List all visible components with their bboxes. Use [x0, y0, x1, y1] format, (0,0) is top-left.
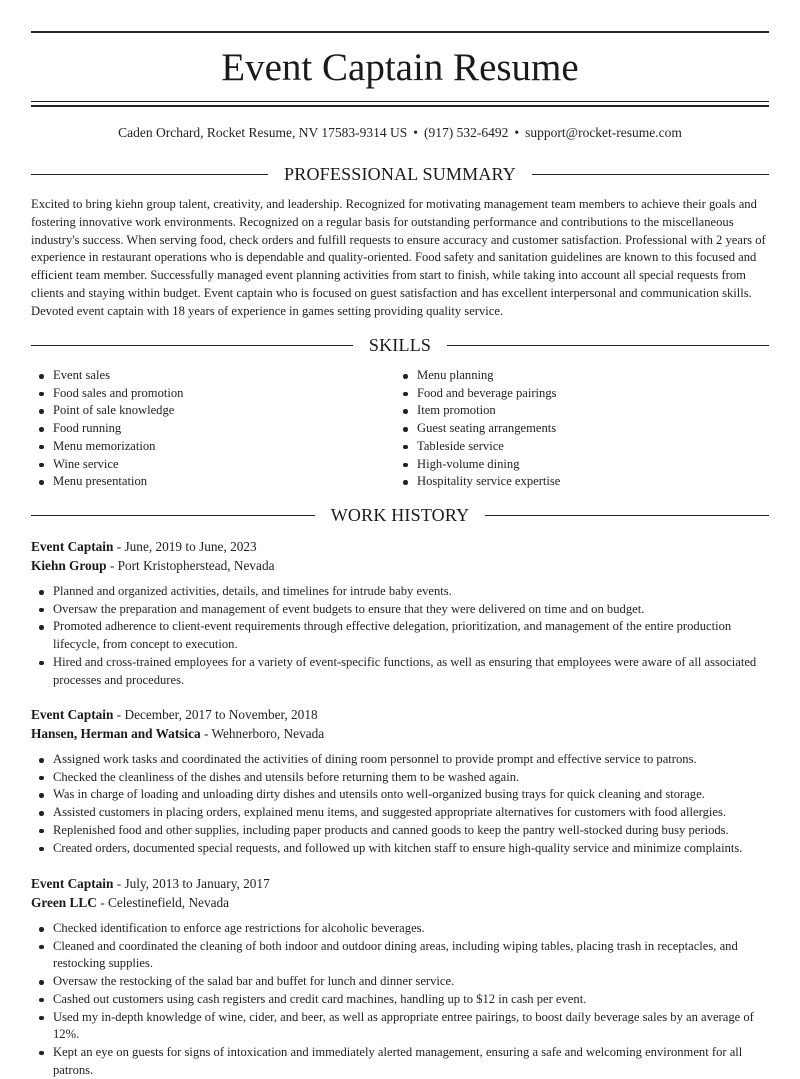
skills-heading-label: SKILLS: [368, 334, 432, 355]
job-bullet: Cleaned and coordinated the cleaning of both indoor and outdoor dining areas, including wiping tables, placing trash in receptacles, and restocking supplies.: [31, 938, 769, 973]
job-company: Hansen, Herman and Watsica: [31, 726, 201, 741]
job-company-line: [31, 893, 769, 912]
job-bullet: Cashed out customers using cash registers and credit card machines, handling up to $12 in cash per event.: [31, 991, 769, 1009]
heading-rule: [532, 174, 769, 175]
contact-separator: •: [514, 125, 520, 140]
skill-item: High-volume dining: [395, 456, 759, 474]
contact-line: [31, 124, 769, 142]
skill-item: Wine service: [31, 456, 395, 474]
job-title: Event Captain: [31, 876, 114, 891]
heading-rule: [447, 345, 769, 346]
contact-email[interactable]: support@rocket-resume.com: [525, 125, 682, 140]
job-title-line: [31, 537, 769, 556]
job-location: - Celestinefield, Nevada: [96, 895, 230, 910]
job-entry: [31, 537, 769, 689]
summary-text: Excited to bring kiehn group talent, creativity, and leadership. Recognized for motivating management team members to achieve their goals and fostering innovative work environments. Recognized on a regular basis for outstanding performance and contributions to the miscellaneous industry's success. When serving food, check orders and fulfill requests to ensure accuracy and customer satisfaction. Professional with 2 years of experience in restaurant operations who is dependable and quality-oriented. Food safety and sanitation guidelines are known to this focused and efficient team member. Successfully managed event planning activities from start to finish, while taking into account all special requests from clients and staying within budget. Event captain who is focused on guest satisfaction and has excellent interpersonal and communication skills. Devoted event captain with 18 years of experience in games setting providing quality service.: [31, 197, 766, 318]
job-bullet: Planned and organized activities, details, and timelines for intrude baby events.: [31, 583, 769, 601]
skill-item: Tableside service: [395, 438, 759, 456]
contact-phone: (917) 532-6492: [424, 125, 509, 140]
work-heading: [31, 504, 769, 526]
job-dates: - June, 2019 to June, 2023: [113, 539, 257, 554]
job-bullet: Was in charge of loading and unloading dirty dishes and utensils onto well-organized busing trays for quick cleaning and storage.: [31, 786, 769, 804]
skill-item: Event sales: [31, 367, 395, 385]
skills-column-left: [31, 367, 395, 491]
job-bullet: Checked identification to enforce age restrictions for alcoholic beverages.: [31, 920, 769, 938]
top-rule: [31, 31, 769, 33]
job-bullet: Kept an eye on guests for signs of intoxication and immediately alerted management, ensuring a safe and welcoming environment for all patrons.: [31, 1044, 769, 1079]
job-entry: [31, 874, 769, 1079]
job-bullets: [31, 583, 769, 689]
skills-heading: [31, 334, 769, 356]
skill-item: Food sales and promotion: [31, 385, 395, 403]
heading-rule: [485, 515, 769, 516]
skill-item: Menu presentation: [31, 473, 395, 491]
job-company-line: [31, 724, 769, 743]
heading-rule: [31, 174, 268, 175]
job-bullet: Oversaw the preparation and management of event budgets to ensure that they were delivered on time and on budget.: [31, 601, 769, 619]
skill-item: Food and beverage pairings: [395, 385, 759, 403]
job-company-line: [31, 556, 769, 575]
job-bullet: Promoted adherence to client-event requirements through effective delegation, prioritization, and management of the entire production lifecycle, from concept to execution.: [31, 618, 769, 653]
job-title-line: [31, 705, 769, 724]
job-location: - Wehnerboro, Nevada: [200, 726, 325, 741]
job-location: - Port Kristopherstead, Nevada: [106, 558, 275, 573]
job-title-line: [31, 874, 769, 893]
job-bullet: Used my in-depth knowledge of wine, cider, and beer, as well as appropriate entree pairings, to boost daily beverage sales by an average of 12%.: [31, 1009, 769, 1044]
work-heading-label: WORK HISTORY: [330, 504, 470, 525]
job-dates: - July, 2013 to January, 2017: [113, 876, 270, 891]
job-bullets: [31, 920, 769, 1079]
skill-item: Point of sale knowledge: [31, 402, 395, 420]
job-bullet: Assigned work tasks and coordinated the activities of dining room personnel to provide prompt and effective service to patrons.: [31, 751, 769, 769]
summary-heading-label: PROFESSIONAL SUMMARY: [284, 163, 516, 184]
contact-address: Caden Orchard, Rocket Resume, NV 17583-9314 US: [118, 125, 408, 140]
job-dates: - December, 2017 to November, 2018: [113, 707, 318, 722]
skills-list: [31, 367, 769, 491]
job-bullet: Assisted customers in placing orders, explained menu items, and suggested appropriate alternatives for customers with food allergies.: [31, 804, 769, 822]
job-company: Green LLC: [31, 895, 97, 910]
job-bullet: Replenished food and other supplies, including paper products and canned goods to keep the pantry well-stocked during busy periods.: [31, 822, 769, 840]
skill-item: Menu memorization: [31, 438, 395, 456]
skill-item: Guest seating arrangements: [395, 420, 759, 438]
skill-item: Hospitality service expertise: [395, 473, 759, 491]
job-bullet: Hired and cross-trained employees for a variety of event-specific functions, as well as ensuring that employees were aware of all associated processes and procedures.: [31, 654, 769, 689]
job-bullet: Checked the cleanliness of the dishes and utensils before returning them to be washed again.: [31, 769, 769, 787]
skill-item: Item promotion: [395, 402, 759, 420]
job-bullet: Oversaw the restocking of the salad bar and buffet for lunch and dinner service.: [31, 973, 769, 991]
heading-rule: [31, 345, 353, 346]
skills-column-right: [395, 367, 759, 491]
job-title: Event Captain: [31, 707, 114, 722]
heading-rule: [31, 515, 315, 516]
job-bullet: Created orders, documented special requests, and followed up with kitchen staff to ensure high-quality service and minimize complaints.: [31, 840, 769, 858]
summary-heading: [31, 163, 769, 185]
skill-item: Menu planning: [395, 367, 759, 385]
job-company: Kiehn Group: [31, 558, 107, 573]
skill-item: Food running: [31, 420, 395, 438]
page-title: Event Captain Resume: [221, 46, 579, 89]
contact-separator: •: [413, 125, 419, 140]
title-double-rule: [31, 101, 769, 107]
job-bullets: [31, 751, 769, 857]
job-title: Event Captain: [31, 539, 114, 554]
job-entry: [31, 705, 769, 857]
